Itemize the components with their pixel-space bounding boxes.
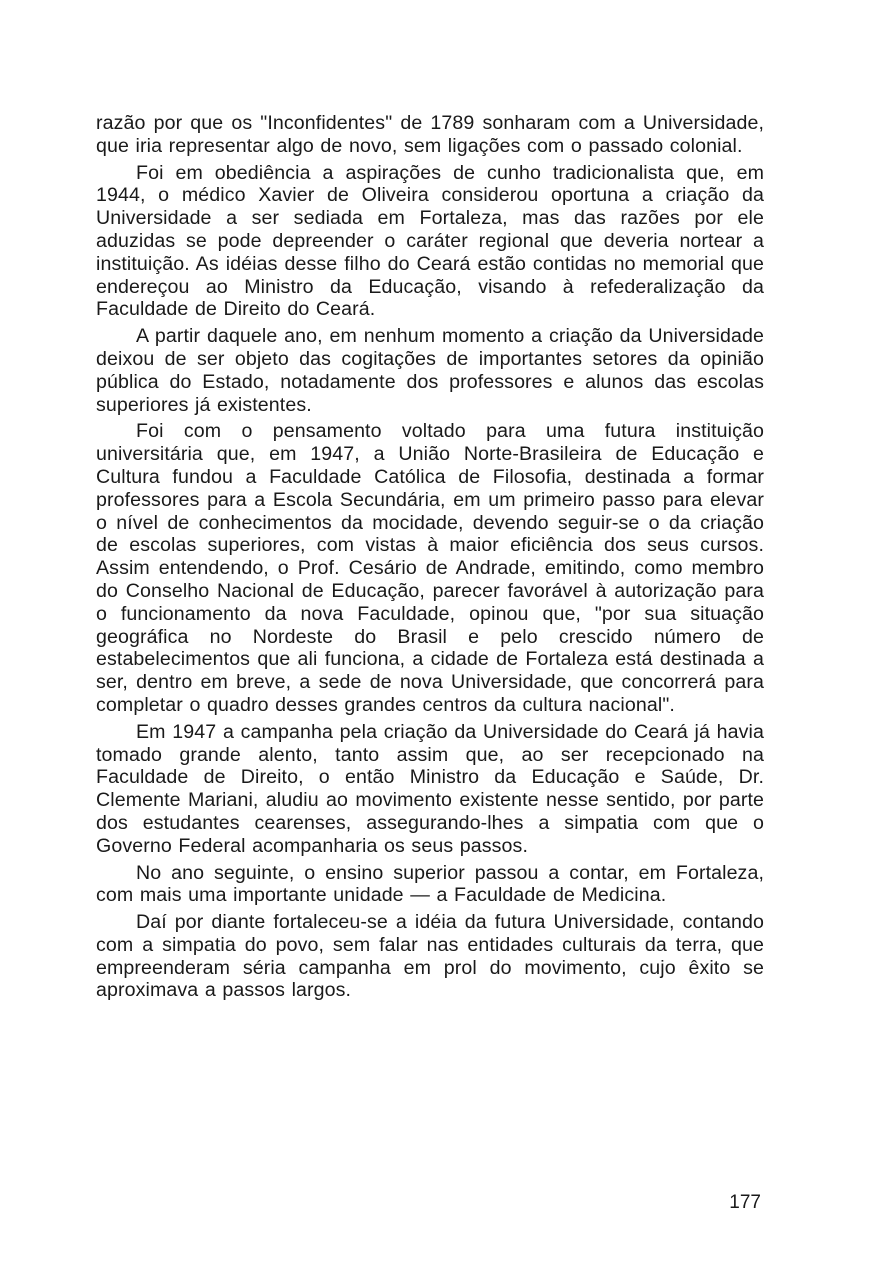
- paragraph-4: Foi com o pensamento voltado para uma futura instituição universitária que, em 1947, a União Norte-Brasileira de Educação e Cultura fundou a Faculdade Católica de Filosofia, destinada a formar professores para a Escola Secundária, em um primeiro passo para elevar o nível de conhecimentos da mocidade, devendo seguir-se o da criação de escolas superiores, com vistas à maior eficiência dos seus cursos. Assim entendendo, o Prof. Cesário de Andrade, emitindo, como membro do Conselho Nacional de Educação, parecer favorável à autorização para o funcionamento da nova Faculdade, opinou que, "por sua situação geográfica no Nordeste do Brasil e pelo crescido número de estabelecimentos que ali funciona, a cidade de Fortaleza está destinada a ser, dentro em breve, a sede de nova Universidade, que concorrerá para completar o quadro desses grandes centros da cultura nacional".: [96, 420, 764, 716]
- paragraph-1: razão por que os "Inconfidentes" de 1789 sonharam com a Universidade, que iria representar algo de novo, sem ligações com o passado colonial.: [96, 112, 764, 157]
- page-number: 177: [729, 1192, 761, 1213]
- paragraph-5: Em 1947 a campanha pela criação da Universidade do Ceará já havia tomado grande alento, tanto assim que, ao ser recepcionado na Faculdade de Direito, o então Ministro da Educação e Saúde, Dr. Clemente Mariani, aludiu ao movimento existente nesse sentido, por parte dos estudantes cearenses, assegurando-lhes a simpatia com que o Governo Federal acompanharia os seus passos.: [96, 720, 764, 857]
- paragraph-7: Daí por diante fortaleceu-se a idéia da futura Universidade, contando com a simpatia do povo, sem falar nas entidades culturais da terra, que empreenderam séria campanha em prol do movimento, cujo êxito se aproximava a passos largos.: [96, 911, 764, 1002]
- page-body: [96, 112, 764, 1006]
- paragraph-2: Foi em obediência a aspirações de cunho tradicionalista que, em 1944, o médico Xavier de Oliveira considerou oportuna a criação da Universidade a ser sediada em Fortaleza, mas das razões por ele aduzidas se pode depreender o caráter regional que deveria nortear a instituição. As idéias desse filho do Ceará estão contidas no memorial que endereçou ao Ministro da Educação, visando à refederalização da Faculdade de Direito do Ceará.: [96, 161, 764, 321]
- paragraph-6: No ano seguinte, o ensino superior passou a contar, em Fortaleza, com mais uma importante unidade — a Faculdade de Medicina.: [96, 861, 764, 907]
- paragraph-3: A partir daquele ano, em nenhum momento a criação da Universidade deixou de ser objeto das cogitações de importantes setores da opinião pública do Estado, notadamente dos professores e alunos das escolas superiores já existentes.: [96, 325, 764, 416]
